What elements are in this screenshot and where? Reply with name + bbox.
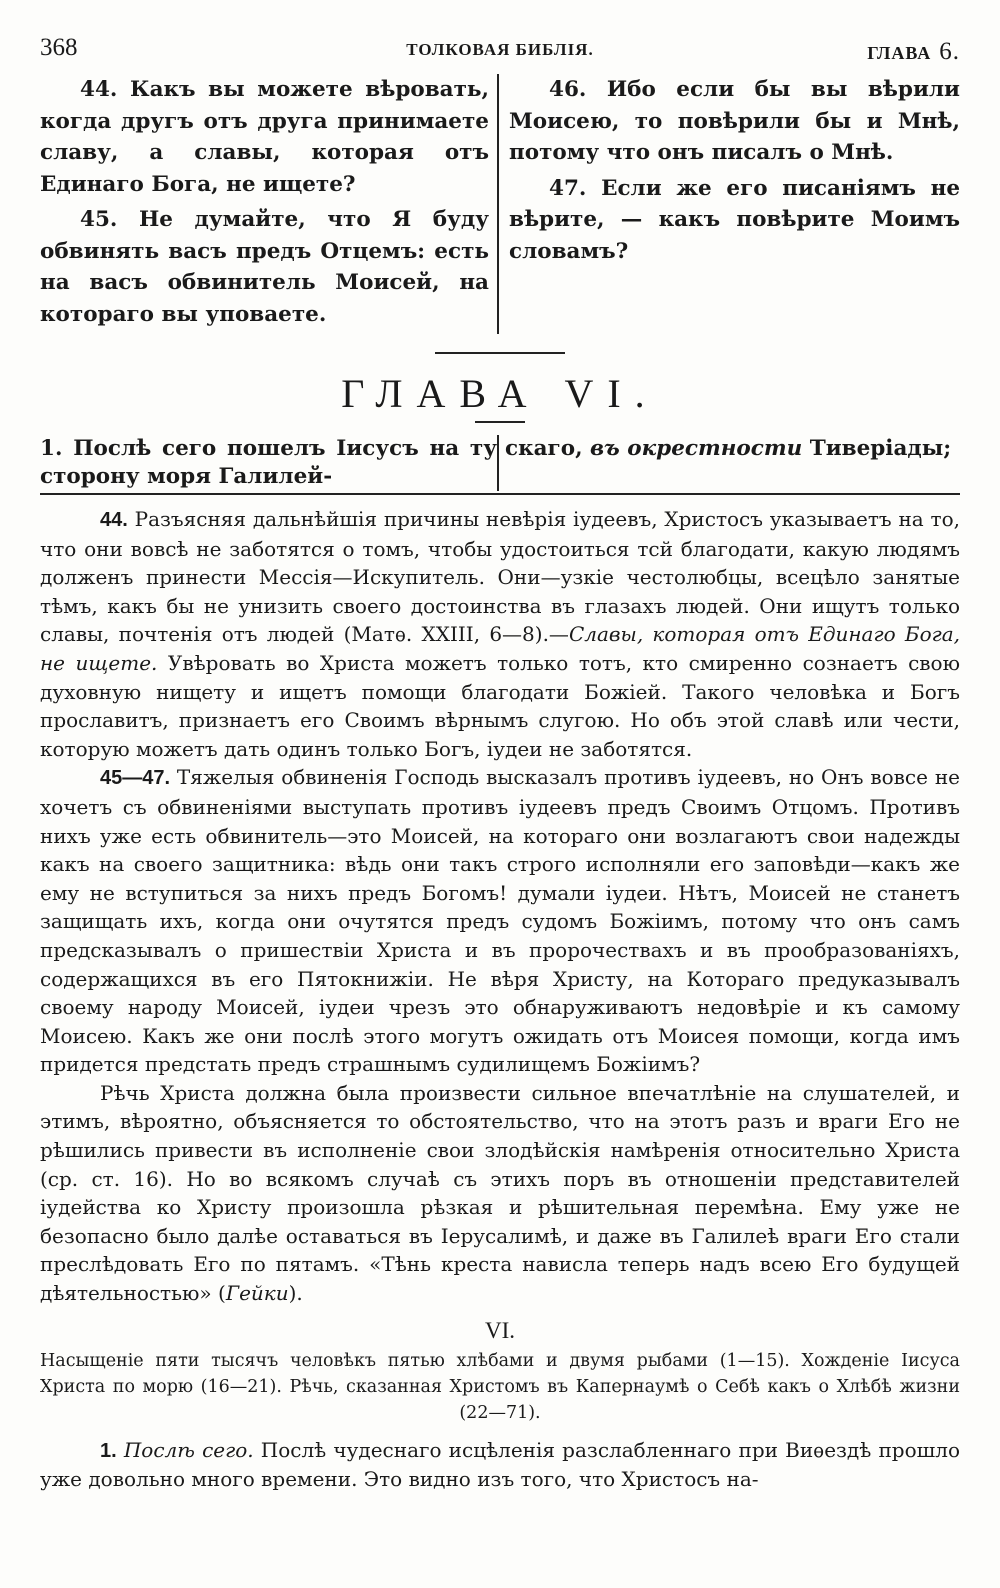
verse-1-right — [497, 435, 960, 491]
commentary-text: Послѣ чудеснаго исцѣленія разслабленнаго при Виѳездѣ прошло уже довольно много времени. Это видно изъ того, что Христосъ на- — [40, 1437, 960, 1492]
section-summary: Насыщеніе пяти тысячъ человѣкъ пятью хлѣбами и двумя рыбами (1—15). Хожденіе Іисуса Христа по морю (16—21). Рѣчь, сказанная Христомъ въ Капернаумѣ о Себѣ какъ о Хлѣбѣ жизни (22—71). — [40, 1350, 960, 1423]
verse-1-italic: въ окрестности — [590, 436, 803, 461]
scripture-columns — [40, 74, 960, 334]
section-number: VI. — [484, 1317, 516, 1343]
verse-45: 45. Не думайте, что Я буду обвинять васъ предъ Отцемъ: есть на васъ обвинитель Моисей, на котораго вы уповаете. — [40, 207, 489, 327]
commentary-paragraph-44 — [40, 505, 960, 763]
commentary-quote: Славы, которая отъ Единаго Бога, не ищете. — [40, 622, 960, 675]
verse-44: 44. Какъ вы можете вѣровать, когда другъ отъ друга принимаете славу, а славы, которая отъ Единаго Бога, не ищете? — [40, 77, 489, 197]
commentary-number: 1. — [100, 1439, 117, 1462]
divider — [475, 421, 525, 423]
chapter-title: ГЛАВА VI. — [341, 371, 659, 416]
verse-1-left: 1. Послѣ сего пошелъ Іисусъ на ту сторону моря Галилей- — [40, 436, 497, 489]
verse-1-right-tail: Тиверіады; — [802, 436, 952, 461]
commentary-text: ). — [288, 1281, 303, 1306]
commentary-paragraph-speech — [40, 1079, 960, 1308]
divider — [435, 352, 565, 354]
commentary-text: Рѣчь Христа должна была произвести сильное впечатлѣніе на слушателей, и этимъ, вѣроятно, объясняется то обстоятельство, что на этотъ разъ и враги Его не рѣшились привести въ исполненіе свои злодѣйскія намѣренія относительно Христа (ср. ст. 16). Но во всякомъ случаѣ съ этихъ поръ въ отношеніи представителей іудейства ко Христу произошла рѣзкая и рѣшительная перемѣна. Ему уже не безопасно было далѣе оставаться въ Іерусалимѣ, и даже въ Галилеѣ враги Его стали преслѣдовать Его по пятамъ. «Тѣнь креста нависла теперь надъ всею Его будущей дѣятельностью» ( — [40, 1080, 960, 1306]
chapter-number: 6. — [939, 38, 960, 65]
commentary-text: Разъясняя дальнѣйшія причины невѣрія іудеевъ, Христосъ указываетъ на то, что они вовсѣ не заботятся о томъ, чтобы удостоиться тсй благодати, какую людямъ долженъ принести Мессія—Искупитель. Они—узкіе честолюбцы, всецѣло занятые тѣмъ, какъ бы не унизить своего достоинства въ глазахъ людей. Они ищутъ только славы, почтенія отъ людей (Матѳ. XXIII, 6—8).— — [40, 507, 960, 647]
commentary-paragraph-1 — [40, 1436, 960, 1494]
book-title: ТОЛКОВАЯ БИБЛІЯ. — [406, 40, 594, 59]
commentary-text: Тяжелыя обвиненія Господь высказалъ противъ іудеевъ, но Онъ вовсе не хочетъ съ обвиненіями выступать противъ іудеевъ предъ Своимъ Отцомъ. Противъ нихъ уже есть обвинитель—это Моисей, на котораго они возлагаютъ свои надежды какъ на своего защитника: вѣдь они такъ строго исполняли его заповѣди—какъ же ему не вступиться за нихъ предъ Богомъ! думали іудеи. Нѣтъ, Моисей не станетъ защищать ихъ, когда они очутятся предъ судомъ Божіимъ, потому что онъ самъ предсказывалъ о пришествіи Христа и въ пророчествахъ и въ прообразованіяхъ, содержащихся въ его Пятокнижіи. Не вѣря Христу, на Котораго предуказывалъ своему народу Моисей, іудеи чрезъ это обнаруживаютъ недовѣріе и къ самому Моисею. Какъ же они послѣ этого могутъ ожидать отъ Моисея помощи, когда имъ придется предстать предъ страшнымъ судилищемъ Божіимъ? — [40, 765, 960, 1077]
commentary-number: 45—47. — [100, 767, 171, 790]
scripture-right-column — [497, 74, 960, 334]
commentary — [40, 505, 960, 1308]
verse-1-row — [40, 435, 960, 495]
commentary-citation: Гейки — [225, 1281, 289, 1306]
commentary-lemma: Послѣ сего. — [116, 1437, 254, 1462]
commentary-continued — [40, 1436, 960, 1494]
commentary-text: Увѣровать во Христа можетъ только тотъ, кто смиренно сознаетъ свою духовную нищету и ищетъ помощи благодати Божіей. Такого человѣка и Богъ прославитъ, признаетъ его Своимъ вѣрнымъ слугою. Но объ этой славѣ или чести, которую можетъ дать одинъ только Богъ, іудеи не заботятся. — [40, 650, 961, 761]
verse-1-right-text: скаго, — [505, 436, 591, 461]
commentary-number: 44. — [100, 509, 128, 531]
chapter-header — [867, 38, 960, 66]
running-head — [40, 34, 960, 74]
page — [40, 34, 960, 1494]
verse-46: 46. Ибо если бы вы вѣрили Моисею, то повѣрили бы и Мнѣ, потому что онъ писалъ о Мнѣ. — [509, 77, 960, 165]
scripture-left-column — [40, 74, 497, 334]
page-number: 368 — [40, 34, 78, 61]
commentary-paragraph-45-47 — [40, 763, 960, 1079]
chapter-word: ГЛАВА — [867, 43, 932, 63]
verse-47: 47. Если же его писаніямъ не вѣрите, — какъ повѣрите Моимъ словамъ? — [509, 175, 960, 264]
